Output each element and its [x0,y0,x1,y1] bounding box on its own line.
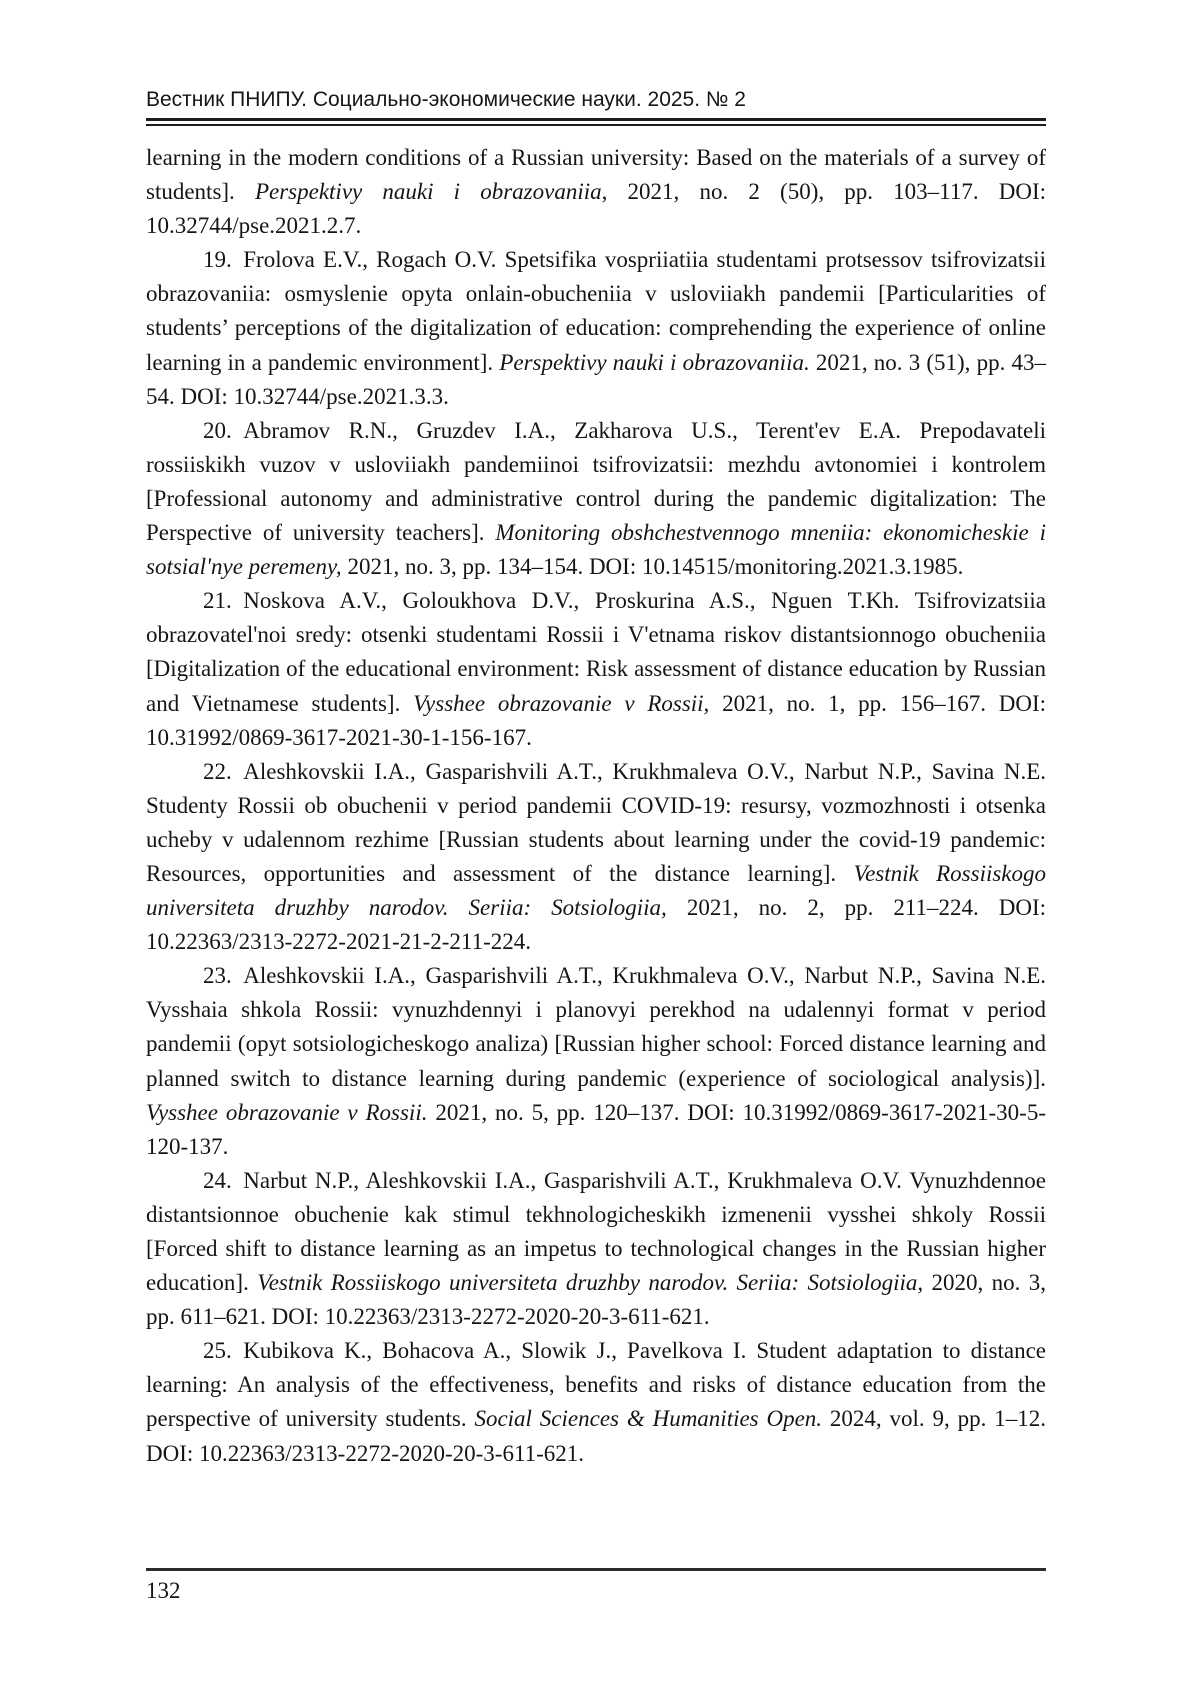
references-list [146,141,1046,1471]
reference-text: 2024, vol. 9, pp. 1–12. DOI: 10.22363/2313-2272-2020-20-3-611-621. [146,1406,1046,1466]
reference-text: 19. Frolova E.V., Rogach O.V. Spetsifika vospriiatiia studentami protsessov tsifrovizatsii obrazovaniia: osmyslenie opyta onlain-obucheniia v usloviiakh pandemii [Particularities of students’ perceptions of the digitalization of education: comprehending the experience of online learning in a pandemic environment]. [146,247,1046,375]
reference-entry-21 [146,584,1046,754]
reference-entry-24 [146,1164,1046,1334]
reference-entry-22 [146,755,1046,960]
reference-text: 21. Noskova A.V., Goloukhova D.V., Proskurina A.S., Nguen T.Kh. Tsifrovizatsiia obrazovatel'noi sredy: otsenki studentami Rossii i V'etnama riskov distantsionnogo obucheniia [Digitalization of the educational environment: Risk assessment of distance education by Russian and Vietnamese students]. [146,588,1046,716]
reference-text: 23. Aleshkovskii I.A., Gasparishvili A.T., Krukhmaleva O.V., Narbut N.P., Savina N.E. Vysshaia shkola Rossii: vynuzhdennyi i planovyi perekhod na udalennyi format v period pandemii (opyt sotsiologicheskogo analiza) [Russian higher school: Forced distance learning and planned switch to distance learning during pandemic (experience of sociological analysis)]. [146,963,1046,1091]
reference-text: 2021, no. 3 (51), pp. 43–54. DOI: 10.32744/pse.2021.3.3. [146,349,1046,409]
reference-text: 2021, no. 3, pp. 134–154. DOI: 10.14515/monitoring.2021.3.1985. [341,554,964,580]
journal-title-italic: Vestnik Rossiiskogo universiteta druzhby narodov. Seriia: Sotsiologiia, [257,1270,924,1296]
journal-title-italic: Social Sciences & Humanities Open. [474,1406,823,1432]
running-header-title: Вестник ПНИПУ. Социально-экономические науки. 2025. № 2 [146,88,746,111]
reference-text: learning in the modern conditions of a Russian university: Based on the materials of a survey of students]. [146,145,1046,205]
journal-title-italic: Vestnik Rossiiskogo universiteta druzhby narodov. Seriia: Sotsiologiia, [146,860,1047,921]
reference-text: 2021, no. 2, pp. 211–224. DOI: 10.22363/2313-2272-2021-21-2-211-224. [146,895,1046,955]
page-number: 132 [146,1578,181,1603]
reference-entry-23 [146,959,1046,1164]
reference-text: 2020, no. 3, pp. 611–621. DOI: 10.22363/2313-2272-2020-20-3-611-621. [146,1270,1046,1330]
reference-text: 2021, no. 1, pp. 156–167. DOI: 10.31992/0869-3617-2021-30-1-156-167. [146,690,1046,750]
reference-text: 25. Kubikova K., Bohacova A., Slowik J., Pavelkova I. Student adaptation to distance learning: An analysis of the effectiveness, benefits and risks of distance education from the perspective of university students. [146,1338,1046,1432]
reference-text: 24. Narbut N.P., Aleshkovskii I.A., Gasparishvili A.T., Krukhmaleva O.V. Vynuzhdennoe distantsionnoe obuchenie kak stimul tekhnologicheskikh izmenenii vysshei shkoly Rossii [Forced shift to distance learning as an impetus to technological changes in the Russian higher education]. [146,1167,1046,1296]
reference-entry-20 [146,414,1046,584]
reference-entry-18-continuation [146,141,1046,243]
header-double-rule [146,118,1046,126]
reference-entry-25 [146,1334,1046,1470]
reference-text: 22. Aleshkovskii I.A., Gasparishvili A.T., Krukhmaleva O.V., Narbut N.P., Savina N.E. Studenty Rossii ob obuchenii v period pandemii COVID-19: resursy, vozmozhnosti i otsenka ucheby v udalennom rezhime [Russian students about learning under the covid-19 pandemic: Resources, opportunities and assessment of the distance learning]. [146,758,1046,886]
reference-entry-19 [146,243,1046,413]
journal-title-italic: Perspektivy nauki i obrazovaniia. [499,349,810,375]
journal-title-italic: Vysshee obrazovanie v Rossii. [146,1099,428,1125]
journal-title-italic: Monitoring obshchestvennogo mneniia: ekonomicheskie i sotsial'nye peremeny, [146,520,1046,580]
journal-title-italic: Perspektivy nauki i obrazovaniia [254,179,602,205]
footer-rule [146,1568,1046,1571]
reference-text: , 2021, no. 2 (50), pp. 103–117. DOI: 10.32744/pse.2021.2.7. [146,179,1047,239]
reference-text: 20. Abramov R.N., Gruzdev I.A., Zakharova U.S., Terent'ev E.A. Prepodavateli rossiiskikh vuzov v usloviiakh pandemiinoi tsifrovizatsii: mezhdu avtonomiei i kontrolem [Professional autonomy and administrative control during the pandemic digitalization: The Perspective of university teachers]. [146,417,1046,546]
journal-title-italic: Vysshee obrazovanie v Rossii, [413,690,710,716]
reference-text: 2021, no. 5, pp. 120–137. DOI: 10.31992/0869-3617-2021-30-5-120-137. [146,1099,1046,1159]
